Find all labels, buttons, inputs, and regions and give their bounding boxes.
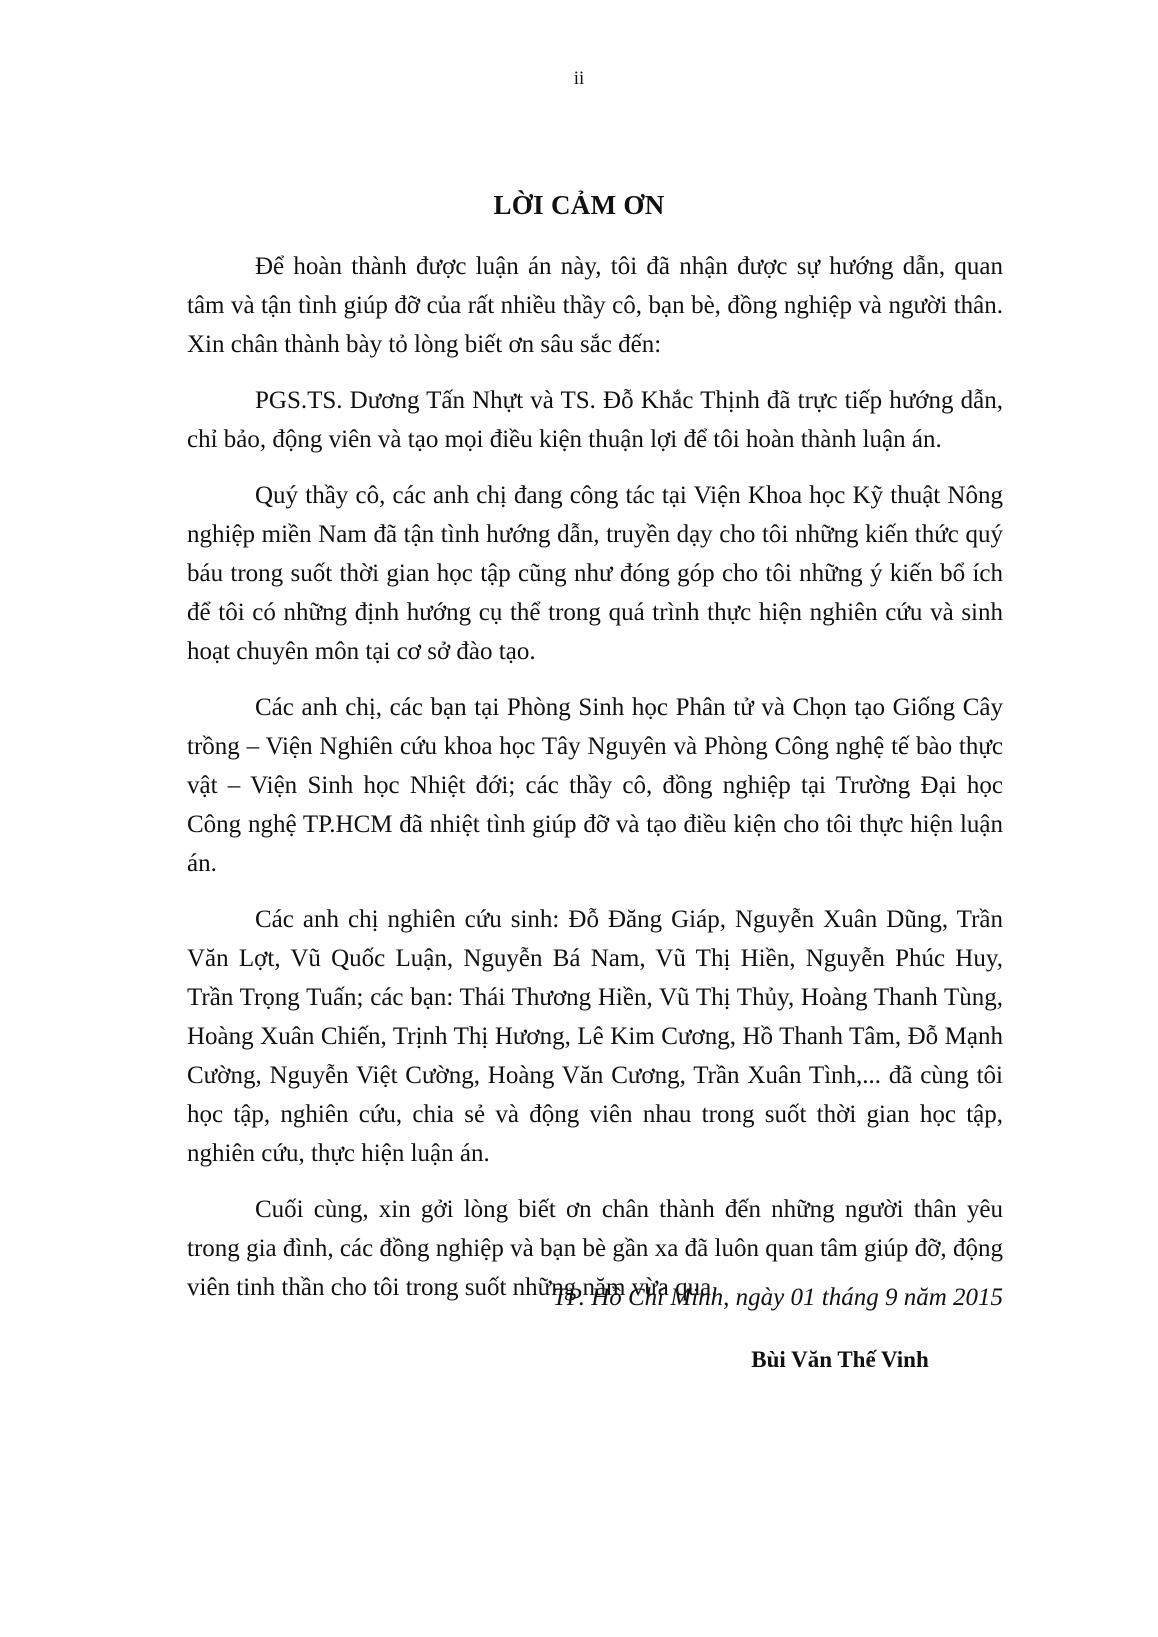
date-line: TP. Hồ Chí Minh, ngày 01 tháng 9 năm 2015 [552,1284,1003,1311]
paragraph-institute: Quý thầy cô, các anh chị đang công tác tại Viện Khoa học Kỹ thuật Nông nghiệp miền Nam đã tận tình hướng dẫn, truyền dạy cho tôi những kiến thức quý báu trong suốt thời gian học tập cũng như đóng góp cho tôi những ý kiến bổ ích để tôi có những định hướng cụ thể trong quá trình thực hiện nghiên cứu và sinh hoạt chuyên môn tại cơ sở đào tạo. [187,482,1003,665]
paragraph-colleagues: Các anh chị nghiên cứu sinh: Đỗ Đăng Giáp, Nguyễn Xuân Dũng, Trần Văn Lợt, Vũ Quốc Luận, Nguyễn Bá Nam, Vũ Thị Hiền, Nguyễn Phúc Huy, Trần Trọng Tuấn; các bạn: Thái Thương Hiền, Vũ Thị Thủy, Hoàng Thanh Tùng, Hoàng Xuân Chiến, Trịnh Thị Hương, Lê Kim Cương, Hồ Thanh Tâm, Đỗ Mạnh Cường, Nguyễn Việt Cường, Hoàng Văn Cương, Trần Xuân Tình,... đã cùng tôi học tập, nghiên cứu, chia sẻ và động viên nhau trong suốt thời gian học tập, nghiên cứu, thực hiện luận án. [187,906,1003,1167]
page-number: ii [573,68,585,89]
paragraph-family: Cuối cùng, xin gởi lòng biết ơn chân thành đến những người thân yêu trong gia đình, các đồng nghiệp và bạn bè gần xa đã luôn quan tâm giúp đỡ, động viên tinh thần cho tôi trong suốt những năm vừa qua. [187,1196,1003,1301]
author-signature: Bùi Văn Thế Vinh [751,1347,929,1372]
paragraph-supervisors: PGS.TS. Dương Tấn Nhựt và TS. Đỗ Khắc Thịnh đã trực tiếp hướng dẫn, chỉ bảo, động viên và tạo mọi điều kiện thuận lợi để tôi hoàn thành luận án. [187,387,1003,453]
paragraph-labs: Các anh chị, các bạn tại Phòng Sinh học Phân tử và Chọn tạo Giống Cây trồng – Viện Nghiên cứu khoa học Tây Nguyên và Phòng Công nghệ tế bào thực vật – Viện Sinh học Nhiệt đới; các thầy cô, đồng nghiệp tại Trường Đại học Công nghệ TP.HCM đã nhiệt tình giúp đỡ và tạo điều kiện cho tôi thực hiện luận án. [187,694,1003,877]
page-title: LỜI CẢM ƠN [493,190,665,220]
acknowledgement-body [187,247,1003,1324]
paragraph-intro: Để hoàn thành được luận án này, tôi đã nhận được sự hướng dẫn, quan tâm và tận tình giúp đỡ của rất nhiều thầy cô, bạn bè, đồng nghiệp và người thân. Xin chân thành bày tỏ lòng biết ơn sâu sắc đến: [187,253,1003,358]
